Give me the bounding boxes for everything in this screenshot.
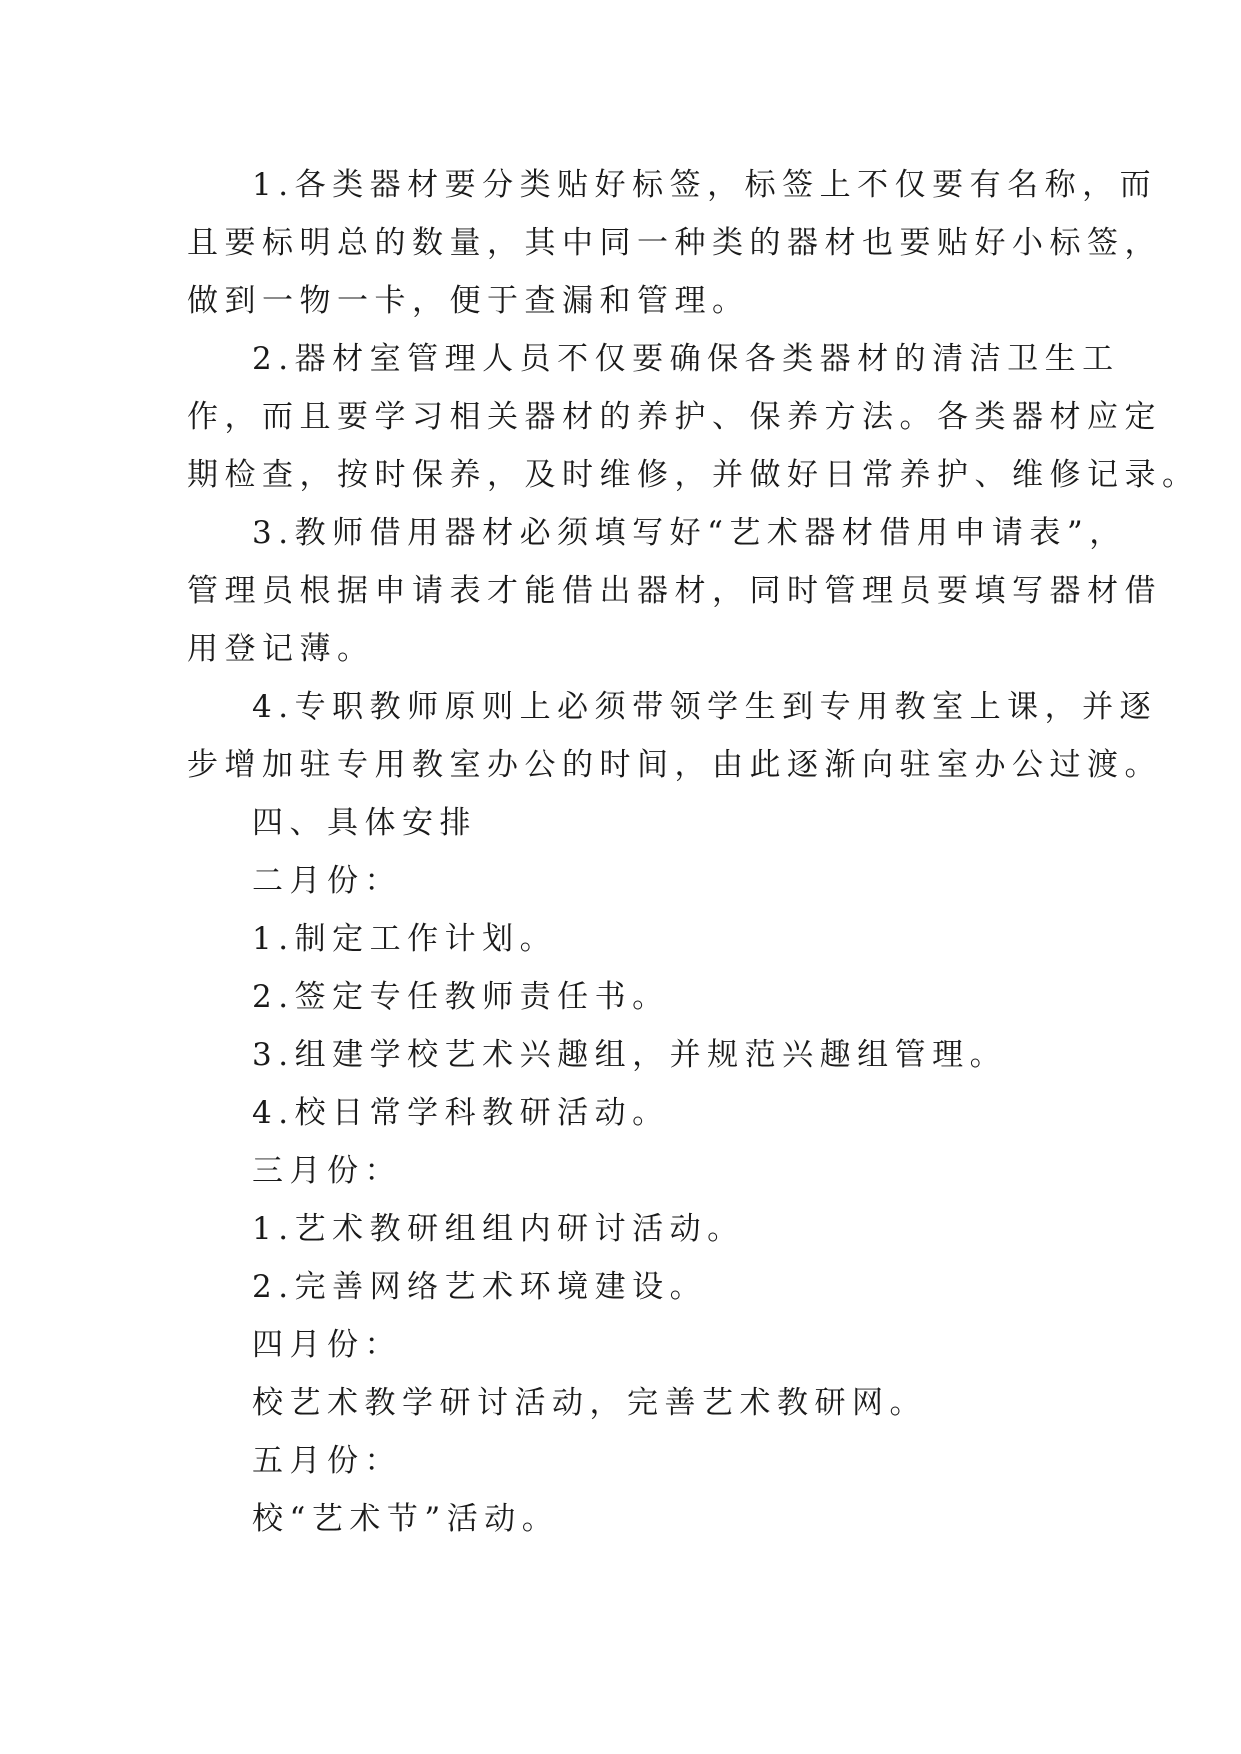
list-item: 1.艺术教研组组内研讨活动。 <box>252 1211 745 1247</box>
month-heading: 三月份： <box>252 1153 402 1189</box>
list-item: 校“艺术节”活动。 <box>252 1501 560 1537</box>
section-heading: 四、具体安排 <box>252 805 477 841</box>
paragraph-line: 2.器材室管理人员不仅要确保各类器材的清洁卫生工 <box>252 341 1120 377</box>
list-item: 校艺术教学研讨活动，完善艺术教研网。 <box>252 1385 927 1421</box>
paragraph-line: 步增加驻专用教室办公的时间，由此逐渐向驻室办公过渡。 <box>187 747 1162 783</box>
paragraph-line: 1.各类器材要分类贴好标签，标签上不仅要有名称，而 <box>252 167 1158 203</box>
paragraph-line: 管理员根据申请表才能借出器材，同时管理员要填写器材借 <box>187 573 1162 609</box>
paragraph-line: 且要标明总的数量，其中同一种类的器材也要贴好小标签， <box>187 225 1162 261</box>
list-item: 2.完善网络艺术环境建设。 <box>252 1269 708 1305</box>
paragraph-line: 用登记薄。 <box>187 631 375 667</box>
month-heading: 五月份： <box>252 1443 402 1479</box>
list-item: 1.制定工作计划。 <box>252 921 558 957</box>
paragraph-line: 3.教师借用器材必须填写好“艺术器材借用申请表”， <box>252 515 1127 551</box>
paragraph-line: 做到一物一卡，便于查漏和管理。 <box>187 283 750 319</box>
list-item: 4.校日常学科教研活动。 <box>252 1095 670 1131</box>
list-item: 2.签定专任教师责任书。 <box>252 979 670 1015</box>
month-heading: 四月份： <box>252 1327 402 1363</box>
list-item: 3.组建学校艺术兴趣组，并规范兴趣组管理。 <box>252 1037 1008 1073</box>
paragraph-line: 期检查，按时保养，及时维修，并做好日常养护、维修记录。 <box>187 457 1200 493</box>
paragraph-line: 作，而且要学习相关器材的养护、保养方法。各类器材应定 <box>187 399 1162 435</box>
paragraph-line: 4.专职教师原则上必须带领学生到专用教室上课，并逐 <box>252 689 1158 725</box>
month-heading: 二月份： <box>252 863 402 899</box>
